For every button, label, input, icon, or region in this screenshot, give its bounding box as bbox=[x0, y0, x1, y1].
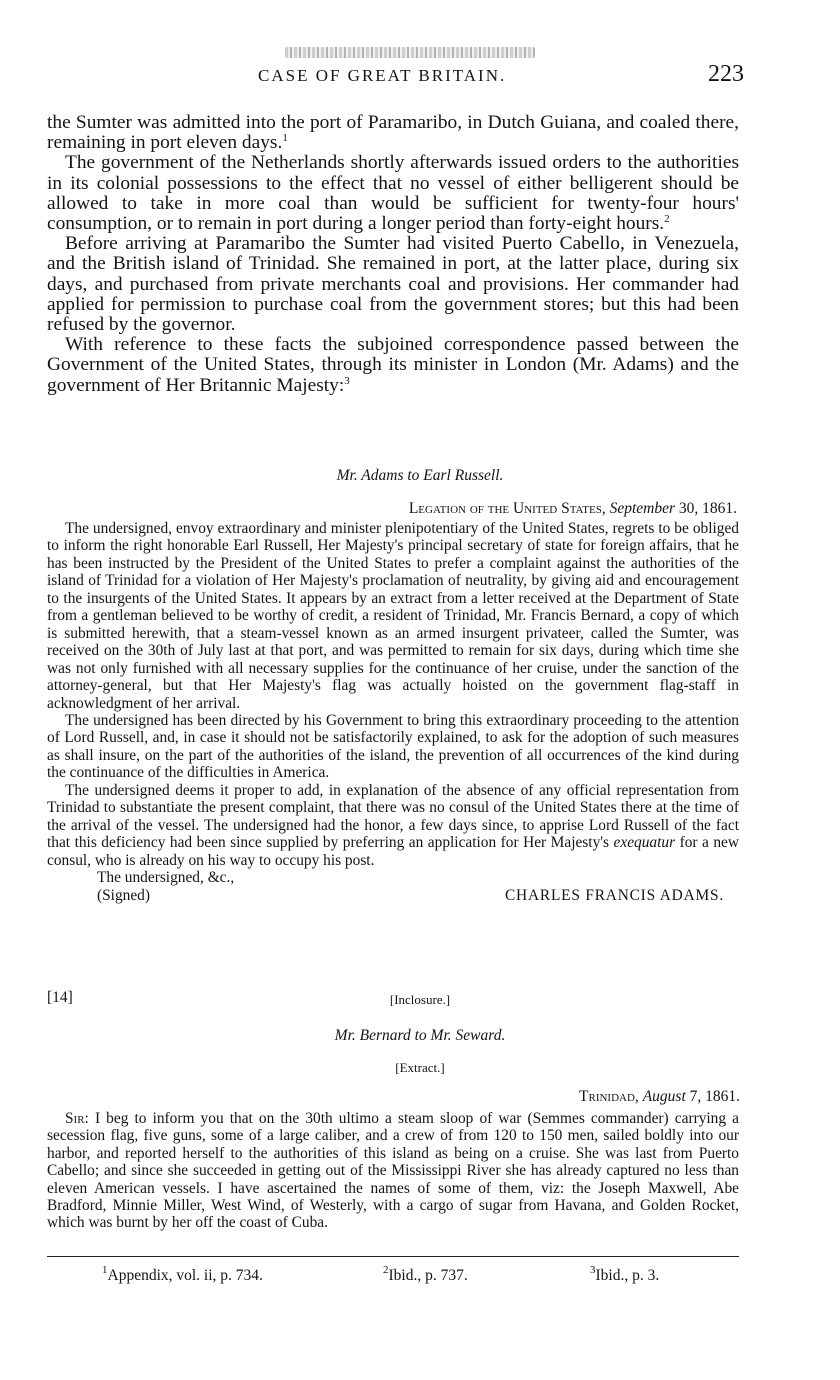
footnote-ref: 2 bbox=[664, 213, 670, 226]
footnote: $^3$Ibid., p. 3. bbox=[590, 1264, 660, 1284]
letter-dateline: Legation of the United States, September 30, 1861. bbox=[408, 500, 737, 517]
body-text bbox=[47, 113, 739, 396]
letter-body bbox=[47, 520, 739, 904]
extract-label: [Extract.] bbox=[395, 1060, 445, 1075]
page-number: 223 bbox=[708, 61, 744, 87]
letter-heading: Mr. Adams to Earl Russell. bbox=[336, 467, 504, 484]
body-paragraph: With reference to these facts the subjoined correspondence passed between the Government of the United States, through its minister in London (Mr. Adams) and the government of Her Britannic Majesty:$^3$ bbox=[47, 334, 739, 396]
signed-label: (Signed) bbox=[97, 886, 151, 904]
footnote: $^1$Appendix, vol. ii, p. 734. bbox=[102, 1264, 263, 1284]
running-head: CASE OF GREAT BRITAIN. bbox=[258, 66, 507, 85]
footnote-ref: 1 bbox=[282, 132, 288, 145]
letter-paragraph: The undersigned has been directed by his Government to bring this extraordinary proceeding to the attention of Lord Russell, and, in case it should not be satisfactorily explained, to ask for the adoption of such measures as shall insure, on the part of the authorities of the island, the prevention of all occurrences of the kind during the continuance of the difficulties in America. bbox=[47, 711, 739, 782]
letter-heading: Mr. Bernard to Mr. Seward. bbox=[334, 1027, 506, 1044]
footnote-rule bbox=[47, 1256, 739, 1257]
body-paragraph: the Sumter was admitted into the port of Paramaribo, in Dutch Guiana, and coaled there, remaining in port eleven days.$^1$ bbox=[47, 112, 739, 154]
letter-closing: The undersigned, &c., bbox=[97, 869, 235, 887]
letter-body bbox=[47, 1110, 739, 1232]
footnote: $^2$Ibid., p. 737. bbox=[383, 1264, 468, 1284]
signatory-name: CHARLES FRANCIS ADAMS. bbox=[504, 886, 724, 904]
letter-paragraph: The undersigned deems it proper to add, in explanation of the absence of any official representation from Trinidad to substantiate the present complaint, that there was no consul of the United States there at the time of the arrival of the vessel. The undersigned had the honor, a few days since, to apprise Lord Russell of the fact that this deficiency had been since supplied by preferring an application for Her Majesty's exequatur for a new consul, who is already on his way to occupy his post. bbox=[47, 781, 739, 869]
signature-row bbox=[47, 887, 739, 904]
print-smudge bbox=[285, 47, 535, 58]
letter-paragraph: The undersigned, envoy extraordinary and minister plenipotentiary of the United States, regrets to be obliged to inform the right honorable Earl Russell, Her Majesty's principal secretary of state for foreign affairs, that he has been instructed by the President of the United States to prefer a complaint against the authorities of the island of Trinidad for a violation of Her Majesty's proclamation of neutrality, by giving aid and encouragement to the insurgents of the United States. It appears by an extract from a letter received at the Department of State from a gentleman believed to be worthy of credit, a resident of Trinidad, Mr. Francis Bernard, a copy of which is submitted herewith, that a steam-vessel known as an armed insurgent privateer, called the Sumter, was received on the 30th of July last at that port, and was permitted to remain for six days, during which time she was not only furnished with all necessary supplies for the continuance of her cruise, under the sanction of the attorney-general, but that Her Majesty's flag was actually hoisted on the government flag-staff in acknowledgment of her arrival. bbox=[47, 520, 739, 712]
body-paragraph: The government of the Netherlands shortly afterwards issued orders to the authorities in its colonial possessions to the effect that no vessel of either belligerent should be allowed to take in more coal than would be sufficient for twenty-four hours' consumption, or to remain in port during a longer period than forty-eight hours.$^2$ bbox=[47, 152, 739, 235]
body-paragraph: Before arriving at Paramaribo the Sumter had visited Puerto Cabello, in Venezuela, and the British island of Trinidad. She remained in port, at the latter place, during six days, and purchased from private merchants coal and provisions. Her commander had applied for permission to purchase coal from the government stores; but this had been refused by the governor. bbox=[47, 233, 739, 336]
page-marker: [14] bbox=[47, 989, 73, 1006]
footnote-ref: 3 bbox=[344, 374, 350, 387]
inclosure-label: [Inclosure.] bbox=[389, 992, 451, 1007]
letter-paragraph: Sir: I beg to inform you that on the 30th ultimo a steam sloop of war (Semmes commander) carrying a secession flag, five guns, some of a large caliber, and a crew of from 120 to 150 men, sailed boldly into our harbor, and reported herself to the authorities of this island as being on a cruise. She was last from Puerto Cabello; and since she succeeded in getting out of the Mississippi River she has already captured no less than eleven American vessels. I have ascertained the names of some of them, viz: the Joseph Maxwell, Abe Bradford, Minnie Miller, West Wind, of Westerly, with a cargo of sugar from Havana, and Golden Rocket, which was burnt by her off the coast of Cuba. bbox=[47, 1110, 739, 1232]
letter-dateline: Trinidad, August 7, 1861. bbox=[579, 1088, 740, 1105]
